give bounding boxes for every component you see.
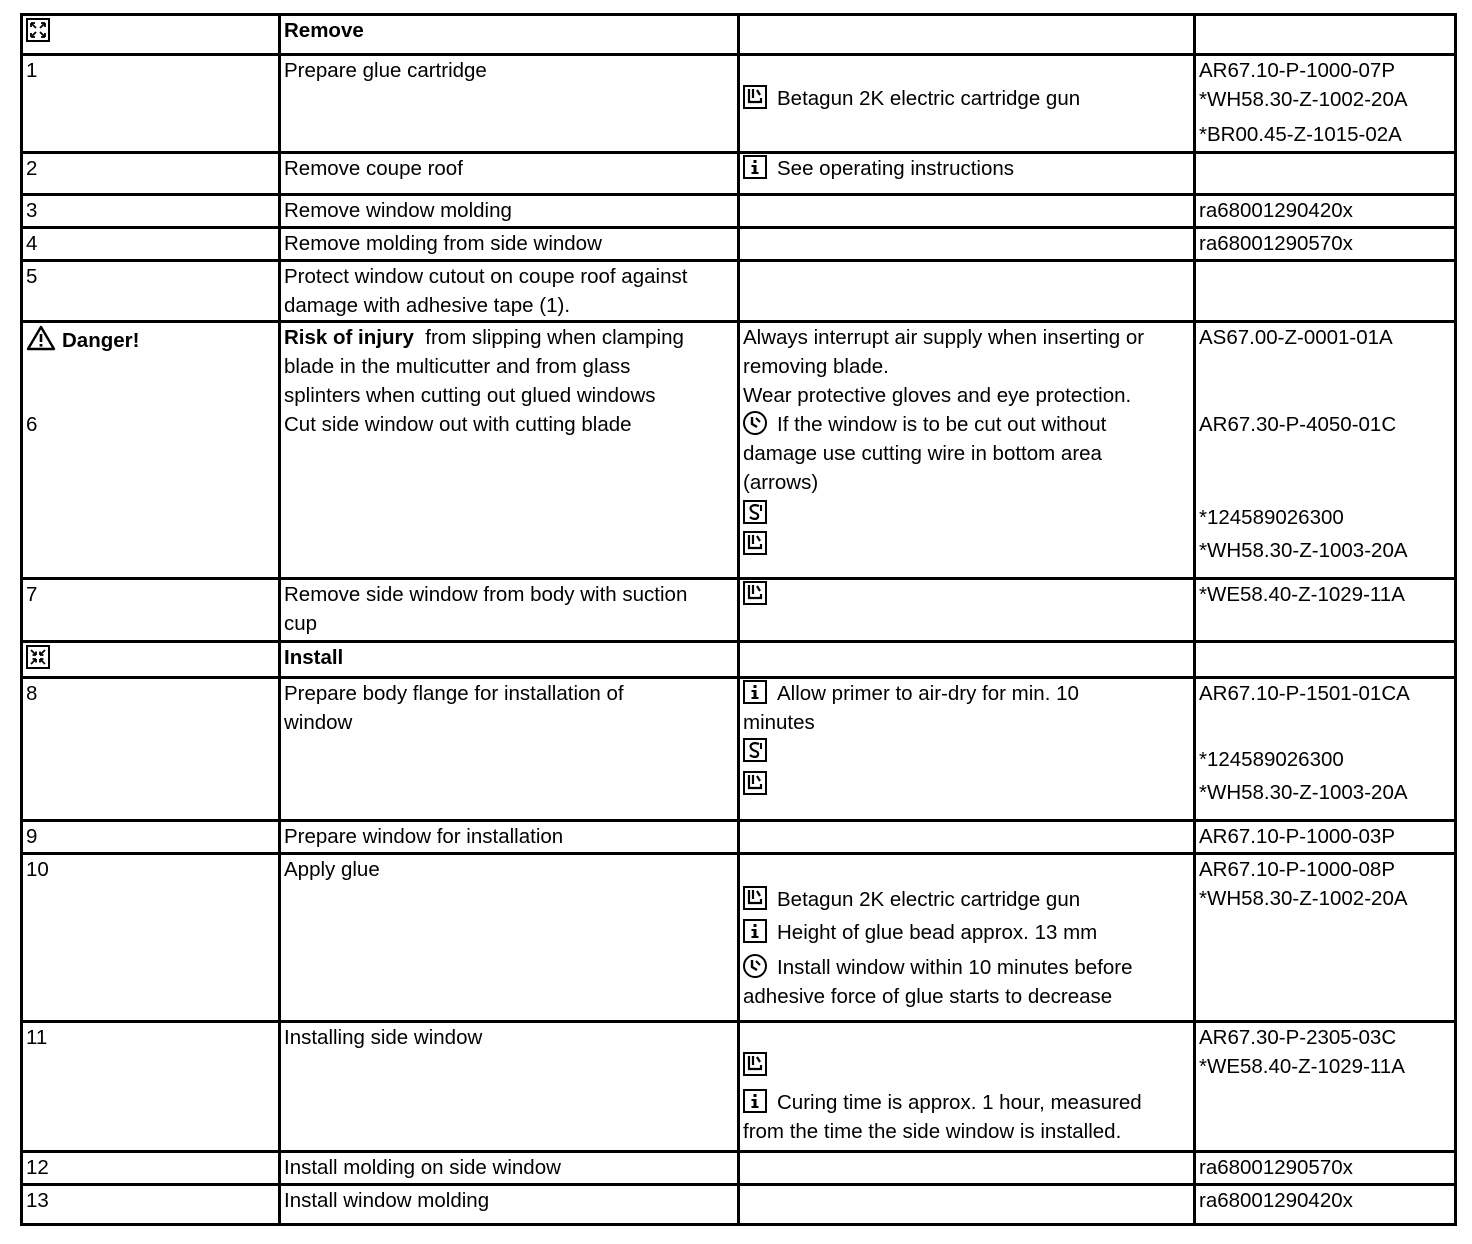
spec-icon: [743, 500, 767, 524]
tool-icon: [743, 85, 767, 109]
ref-link[interactable]: AR67.30-P-4050-01C: [1199, 413, 1397, 436]
step-cell: [22, 15, 280, 55]
info-cell: [739, 261, 1195, 322]
ref-cell: [1195, 153, 1456, 195]
procedure-table: [20, 13, 1457, 1226]
table-row: [22, 1185, 1456, 1225]
ref-cell: [1195, 854, 1456, 1022]
ref-link[interactable]: *BR00.45-Z-1015-02A: [1199, 123, 1402, 146]
ref-link[interactable]: *WH58.30-Z-1003-20A: [1199, 539, 1408, 562]
ref-cell: [1195, 322, 1456, 579]
info-cell: Allow primer to air-dry for min. 10 minutes: [739, 678, 1195, 821]
tool-label: Betagun 2K electric cartridge gun: [777, 87, 1081, 110]
ref-cell: [1195, 1185, 1456, 1225]
tool-icon: [743, 1052, 767, 1076]
section-title: [280, 642, 739, 678]
table-row: [22, 1152, 1456, 1185]
info-cell: Curing time is approx. 1 hour, measured from the time the side window is installed.: [739, 1022, 1195, 1152]
section-title: [280, 15, 739, 55]
operation: Prepare glue cartridge: [280, 55, 739, 153]
step-cell: [22, 642, 280, 678]
ref-cell: [1195, 1022, 1456, 1152]
table-row: [22, 153, 1456, 195]
ref-link[interactable]: *WH58.30-Z-1002-20A: [1199, 88, 1408, 111]
empty-cell: [739, 15, 1195, 55]
table-row: [22, 821, 1456, 854]
step-number: 3: [22, 195, 280, 228]
ref-cell: [1195, 195, 1456, 228]
operation: Remove coupe roof: [280, 153, 739, 195]
section-title-install: Install: [284, 646, 344, 669]
table-row: [22, 261, 1456, 322]
info-cell: [739, 153, 1195, 195]
table-row: [22, 1022, 1456, 1152]
operation: Remove side window from body with suction cup: [280, 579, 739, 642]
info-cell: [739, 228, 1195, 261]
step-number: 7: [22, 579, 280, 642]
ref-link[interactable]: AR67.10-P-1501-01CA: [1199, 682, 1410, 705]
tool-icon: [743, 581, 767, 605]
operation: Install molding on side window: [280, 1152, 739, 1185]
tool-icon: [743, 771, 767, 795]
table-row: [22, 678, 1456, 821]
operation: Prepare window for installation: [280, 821, 739, 854]
danger-label: Danger!: [26, 325, 274, 355]
info-icon: [743, 919, 767, 943]
step-number: 2: [22, 153, 280, 195]
warning-icon: [26, 325, 56, 351]
ref-link[interactable]: ra68001290570x: [1199, 232, 1353, 255]
tool-icon: [743, 531, 767, 555]
info-cell: [739, 1152, 1195, 1185]
info-icon: [743, 680, 767, 704]
section-title-remove: Remove: [284, 19, 364, 42]
table-row: [22, 579, 1456, 642]
section-row-remove: [22, 15, 1456, 55]
step-number: 8: [22, 678, 280, 821]
info-cell: [739, 195, 1195, 228]
operation: Protect window cutout on coupe roof against damage with adhesive tape (1).: [280, 261, 739, 322]
clock-icon: [743, 954, 767, 978]
step-number: 9: [22, 821, 280, 854]
operation: Apply glue: [280, 854, 739, 1022]
operation: Risk of injury from slipping when clamping blade in the multicutter and from glass splinters when cutting out glued windows Cut side window out with cutting blade: [280, 322, 739, 579]
operation: Prepare body flange for installation of window: [280, 678, 739, 821]
info-icon: [743, 155, 767, 179]
table-row: [22, 228, 1456, 261]
ref-cell: [1195, 1152, 1456, 1185]
step-number: 12: [22, 1152, 280, 1185]
ref-link[interactable]: AR67.30-P-2305-03C: [1199, 1026, 1397, 1049]
remove-icon: [26, 18, 50, 42]
ref-cell: [1195, 55, 1456, 153]
operation: Installing side window: [280, 1022, 739, 1152]
ref-cell: [1195, 678, 1456, 821]
ref-cell: [1195, 821, 1456, 854]
info-cell: Always interrupt air supply when inserting or removing blade. Wear protective gloves and eye protection. If the window is to be cut out without damage use cutting wire in bottom area (arrows): [739, 322, 1195, 579]
install-icon: [26, 645, 50, 669]
info-cell: [739, 55, 1195, 153]
operation: Install window molding: [280, 1185, 739, 1225]
step-number: Danger! 6: [22, 322, 280, 579]
ref-link[interactable]: ra68001290420x: [1199, 1189, 1353, 1212]
clock-icon: [743, 411, 767, 435]
ref-link[interactable]: *124589026300: [1199, 506, 1344, 529]
ref-cell: [1195, 579, 1456, 642]
operation: Remove window molding: [280, 195, 739, 228]
ref-link[interactable]: AR67.10-P-1000-07P: [1199, 59, 1396, 82]
ref-cell: [1195, 261, 1456, 322]
table-row: [22, 854, 1456, 1022]
step-number: 13: [22, 1185, 280, 1225]
ref-link[interactable]: AR67.10-P-1000-08P: [1199, 858, 1396, 881]
ref-link[interactable]: ra68001290420x: [1199, 199, 1353, 222]
table-row: [22, 195, 1456, 228]
info-icon: [743, 1089, 767, 1113]
step-number: 10: [22, 854, 280, 1022]
ref-link[interactable]: *WE58.40-Z-1029-11A: [1199, 1055, 1405, 1078]
info-cell: Betagun 2K electric cartridge gun Height of glue bead approx. 13 mm Install window within 10 minutes before adhesive force of glue starts to decrease: [739, 854, 1195, 1022]
ref-link[interactable]: *WH58.30-Z-1002-20A: [1199, 887, 1408, 910]
operation: Remove molding from side window: [280, 228, 739, 261]
risk-title: Risk of injury: [284, 326, 414, 349]
table-row: [22, 55, 1456, 153]
spec-icon: [743, 738, 767, 762]
section-row-install: [22, 642, 1456, 678]
ref-link[interactable]: ra68001290570x: [1199, 1156, 1353, 1179]
ref-link[interactable]: *WH58.30-Z-1003-20A: [1199, 781, 1408, 804]
info-cell: [739, 821, 1195, 854]
empty-cell: [739, 642, 1195, 678]
step-number: 5: [22, 261, 280, 322]
ref-link[interactable]: *124589026300: [1199, 748, 1344, 771]
empty-cell: [1195, 642, 1456, 678]
table-row: [22, 322, 1456, 579]
ref-link[interactable]: AR67.10-P-1000-03P: [1199, 825, 1396, 848]
tool-icon: [743, 886, 767, 910]
ref-cell: [1195, 228, 1456, 261]
info-cell: [739, 579, 1195, 642]
ref-link[interactable]: *WE58.40-Z-1029-11A: [1199, 583, 1405, 606]
step-number: 4: [22, 228, 280, 261]
step-number: 11: [22, 1022, 280, 1152]
info-text: See operating instructions: [777, 157, 1015, 180]
step-number: 1: [22, 55, 280, 153]
ref-link[interactable]: AS67.00-Z-0001-01A: [1199, 326, 1393, 349]
info-cell: [739, 1185, 1195, 1225]
empty-cell: [1195, 15, 1456, 55]
